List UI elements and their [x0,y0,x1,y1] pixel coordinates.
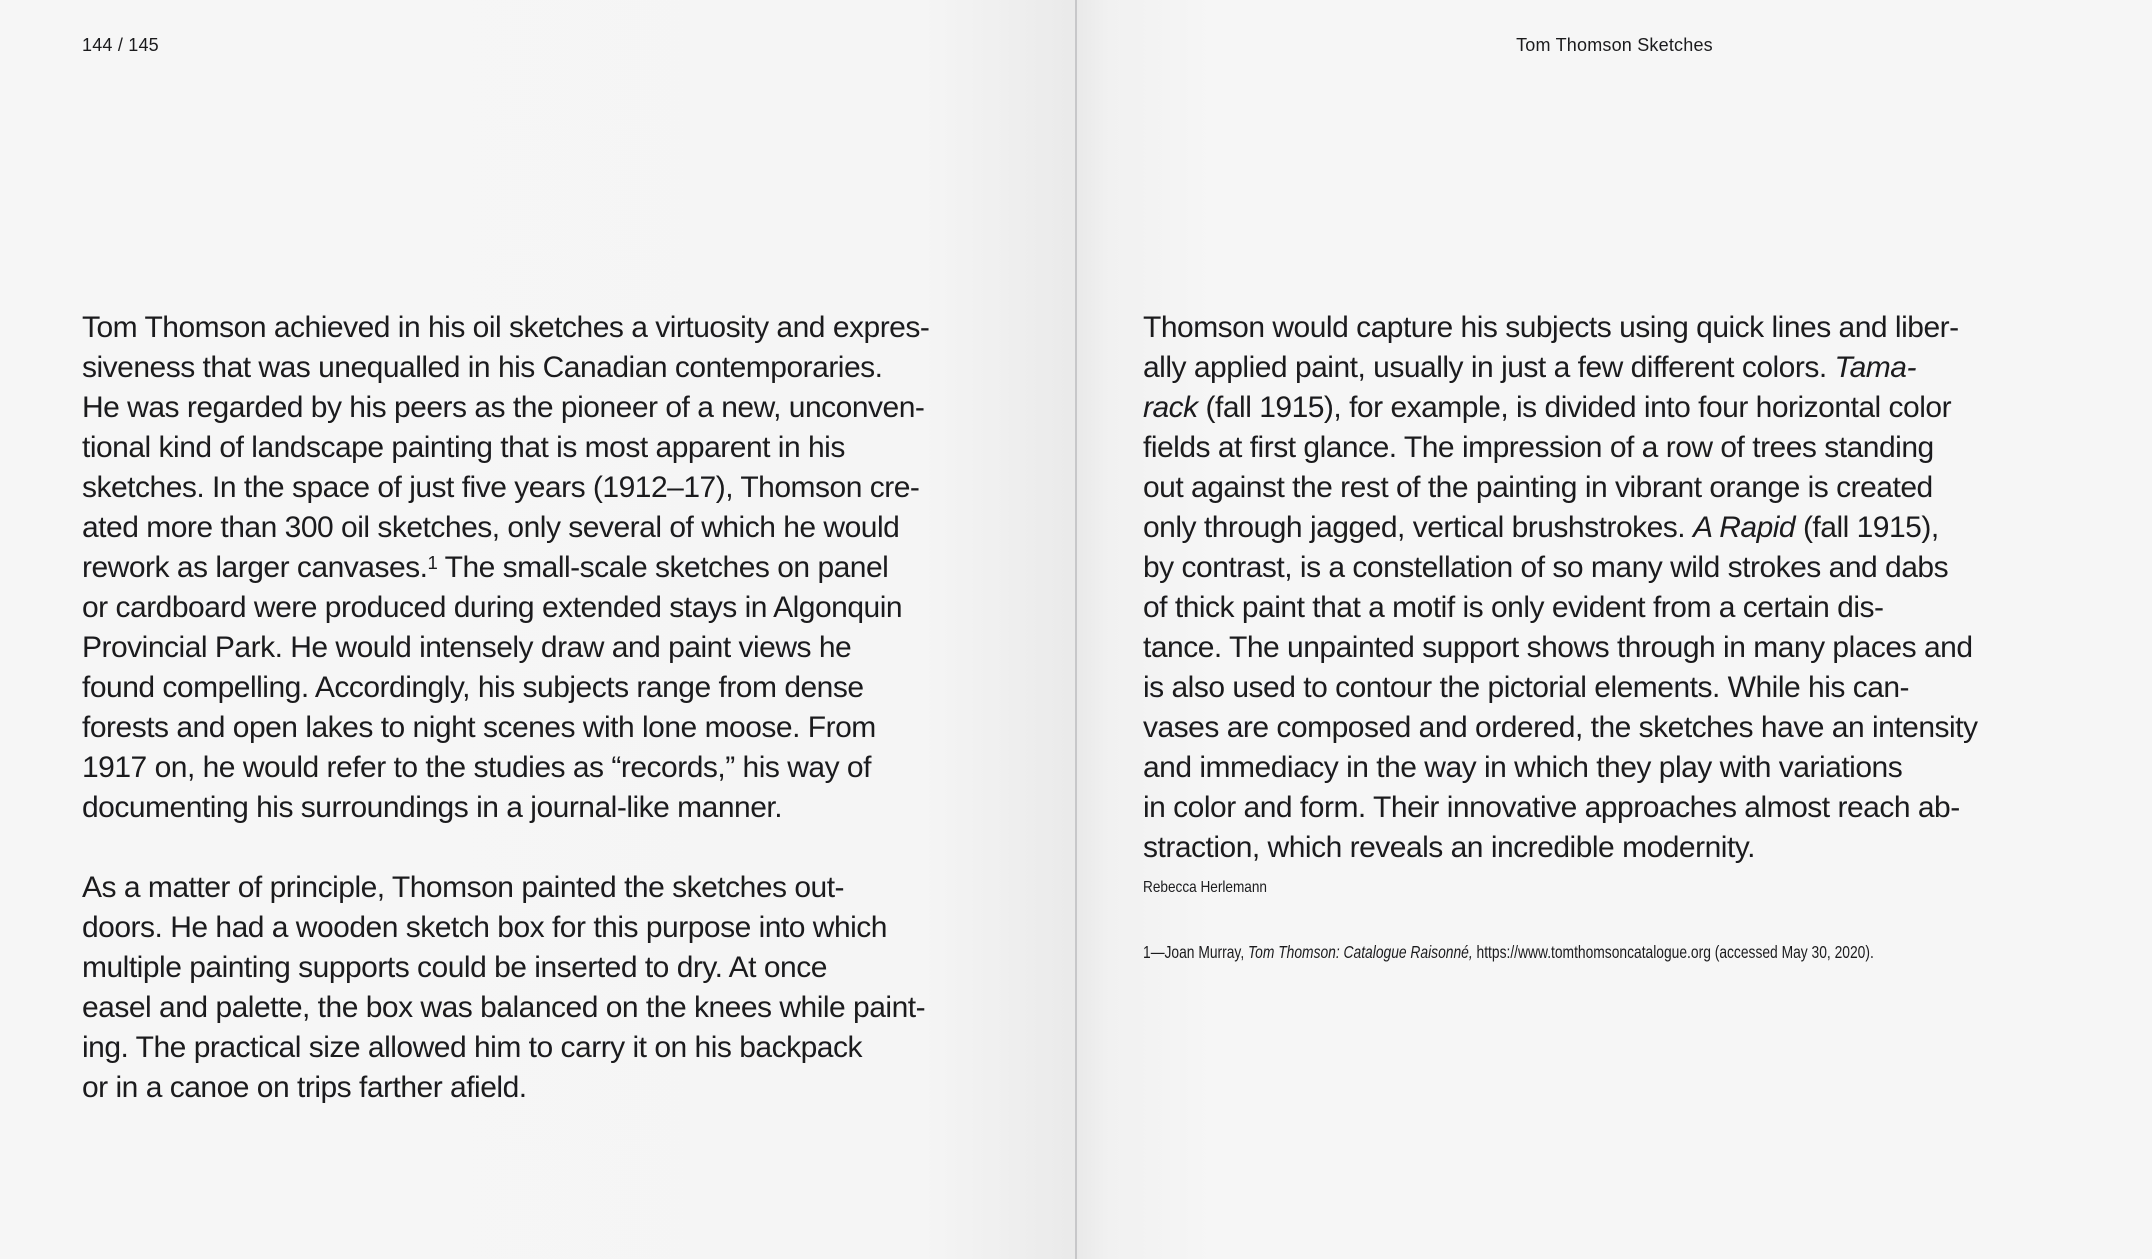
page-right [1077,0,2152,1259]
paragraph: Tom Thomson achieved in his oil sketches a virtuosity and expres- siveness that was unequalled in his Canadian contemporaries. He was regarded by his peers as the pioneer of a new, unconven- tional kind of landscape painting that is most apparent in his sketches. In the space of just five years (1912–17), Thomson cre- ated more than 300 oil sketches, only several of which he would rework as larger canvases.$^1$ The small-scale sketches on panel or cardboard were produced during extended stays in Algonquin Provincial Park. He would intensely draw and paint views he found compelling. Accordingly, his subjects range from dense forests and open lakes to night scenes with lone moose. From 1917 on, he would refer to the studies as “records,” his way of documenting his surroundings in a journal-like manner. [82,311,930,824]
right-text-column [1143,308,2093,868]
running-header: Tom Thomson Sketches [1516,35,1713,55]
page-left [0,0,1075,1259]
page-number: 144 / 145 [82,35,159,55]
footnote: 1—Joan Murray, Tom Thomson: Catalogue Raisonné, https://www.tomthomsoncatalogue.org (accessed May 30, 2020). [1143,942,1874,962]
byline: Rebecca Herlemann [1143,879,1267,896]
left-text-column [82,308,1032,1108]
paragraph: Thomson would capture his subjects using quick lines and liber- ally applied paint, usually in just a few different colors. Tama- rack (fall 1915), for example, is divided into four horizontal color fields at first glance. The impression of a row of trees standing out against the rest of the painting in vibrant orange is created only through jagged, vertical brushstrokes. A Rapid (fall 1915), by contrast, is a constellation of so many wild strokes and dabs of thick paint that a motif is only evident from a certain dis- tance. The unpainted support shows through in many places and is also used to contour the pictorial elements. While his can- vases are composed and ordered, the sketches have an intensity and immediacy in the way in which they play with variations in color and form. Their innovative approaches almost reach ab- straction, which reveals an incredible modernity. [1143,311,1978,864]
paragraph: As a matter of principle, Thomson painted the sketches out- doors. He had a wooden sketch box for this purpose into which multiple painting supports could be inserted to dry. At once easel and palette, the box was balanced on the knees while paint- ing. The practical size allowed him to carry it on his backpack or in a canoe on trips farther afield. [82,871,926,1104]
